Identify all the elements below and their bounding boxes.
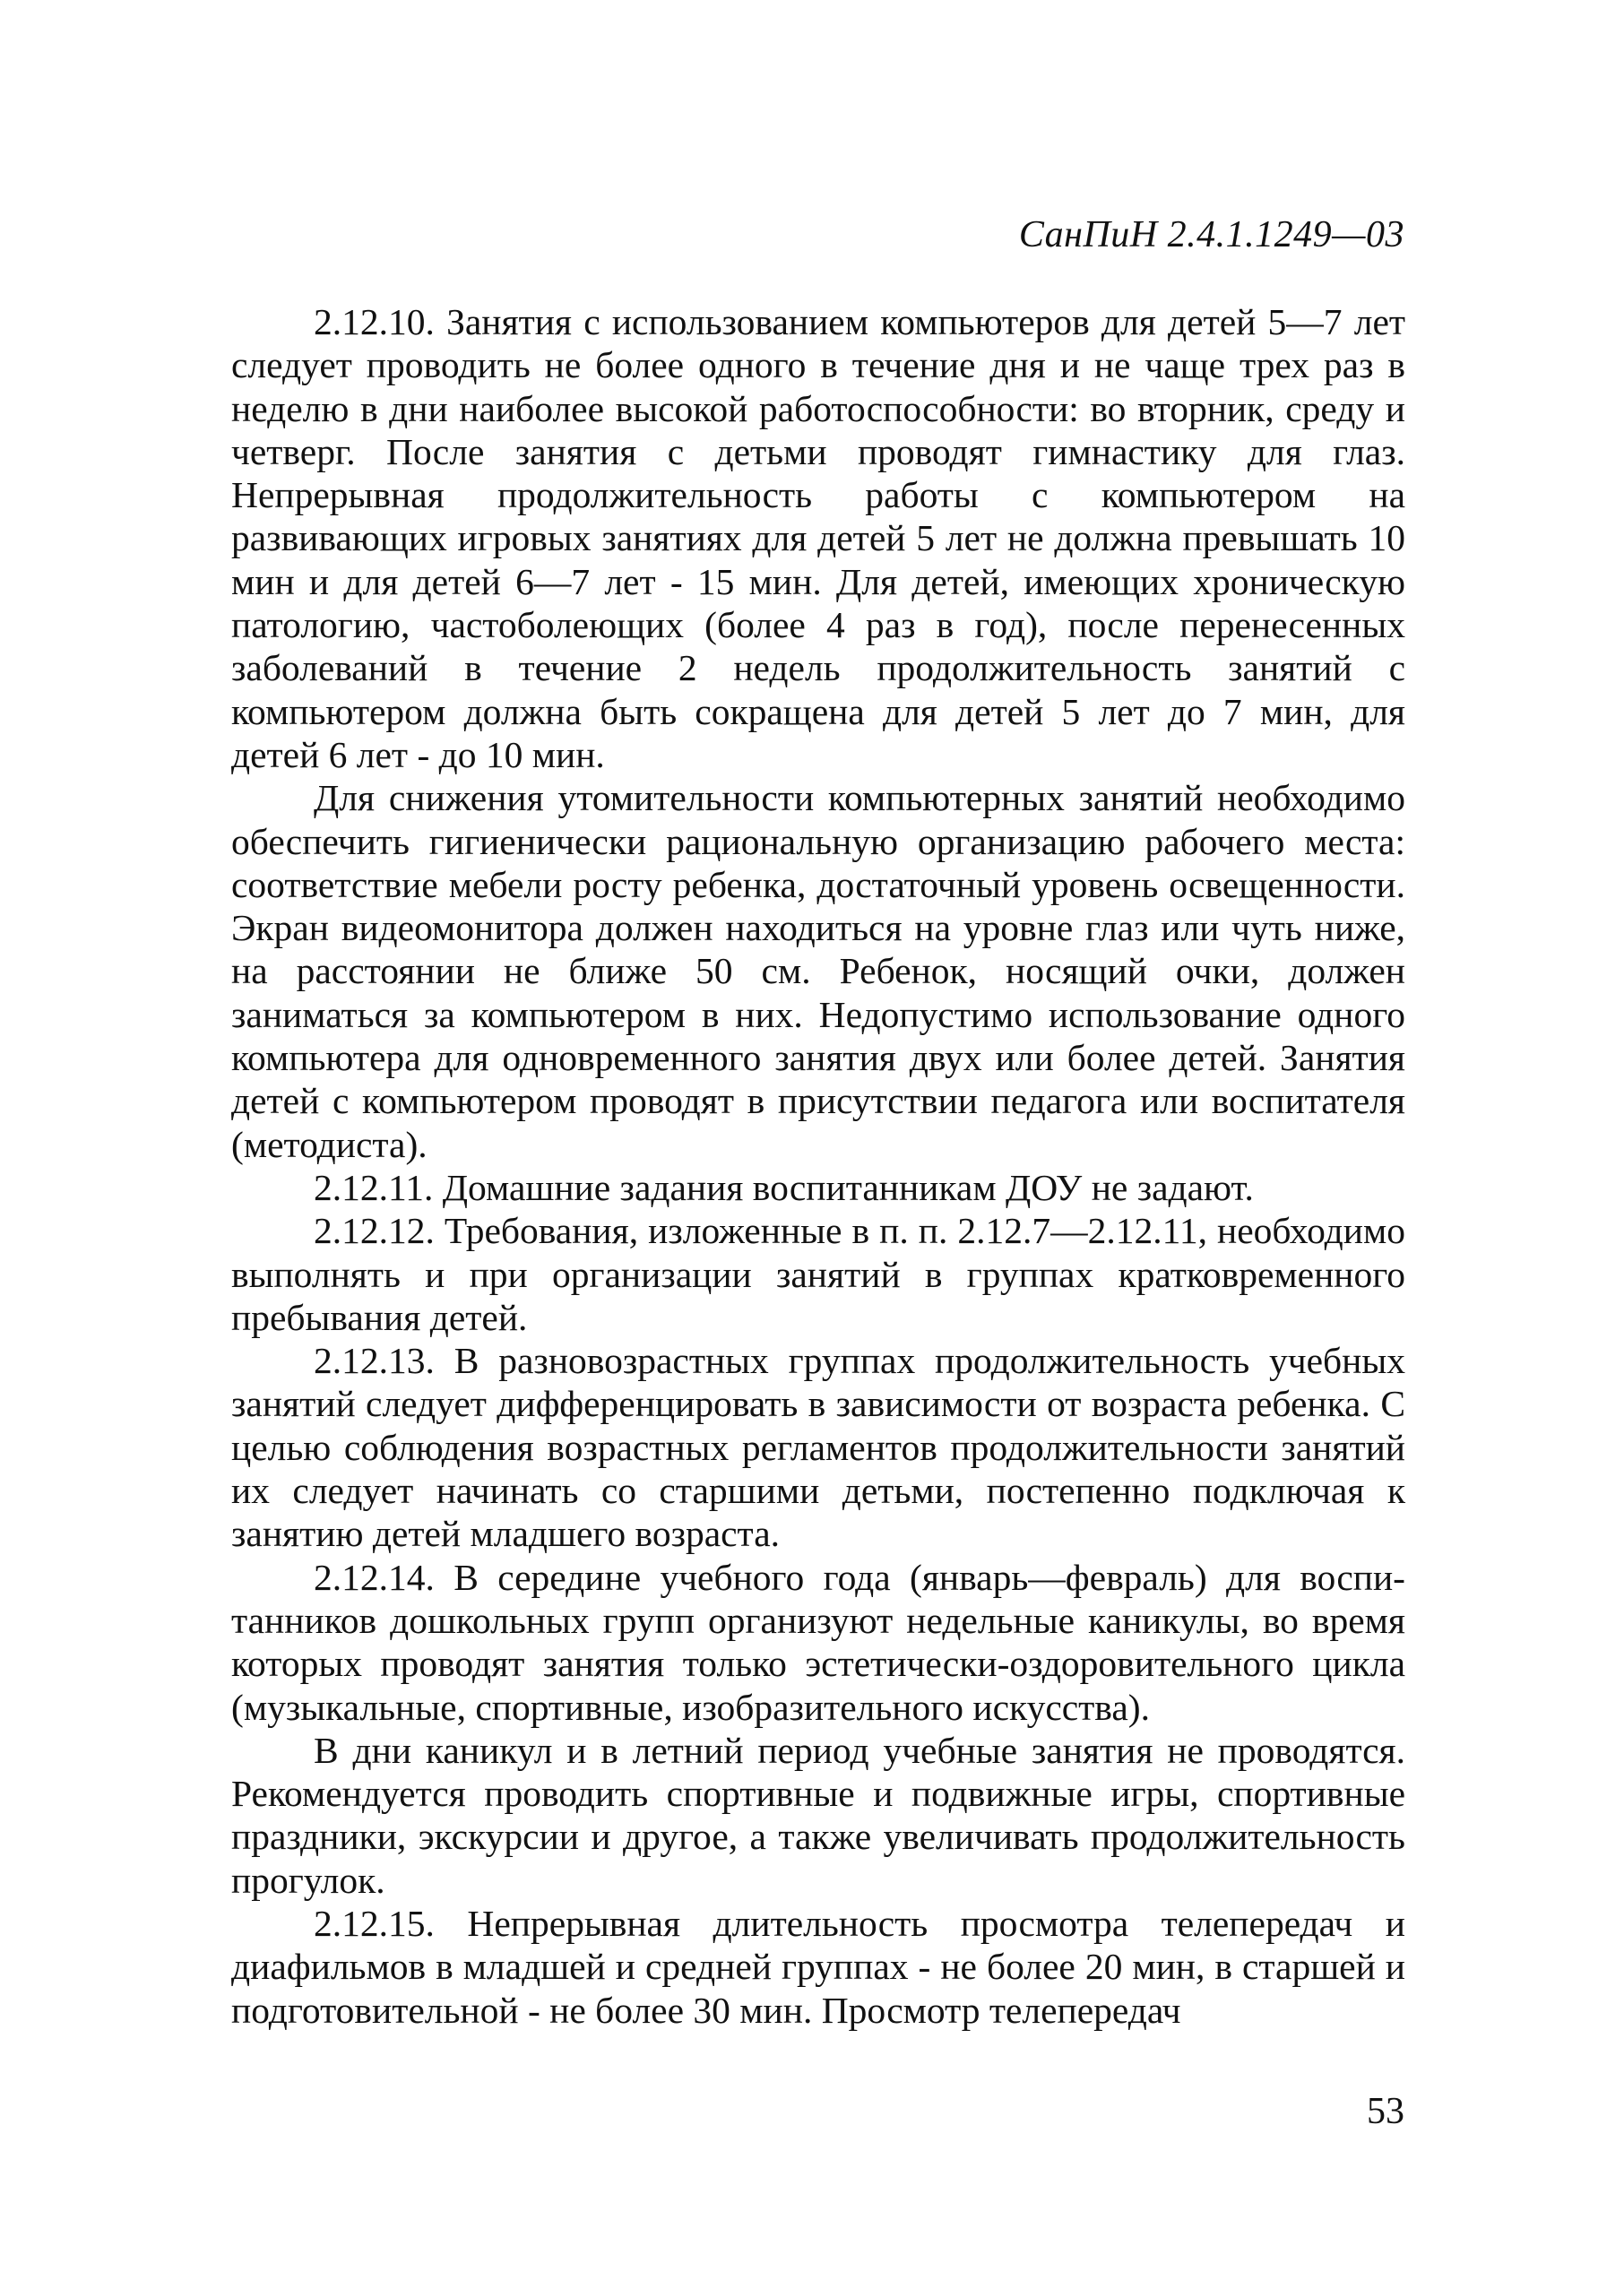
paragraph-2-12-11: 2.12.11. Домашние задания воспитанникам ДОУ не задают. [314,1166,1254,1208]
paragraph-holidays: В дни каникул и в летний период учебные занятия не проводятся. Рекомендуется проводить спортивные и подвижные игры, спортивные праздники, экскурсии и другое, а также увеличивать продолжительность прогулок. [231,1729,1405,1901]
page-number: 53 [1367,2091,1404,2132]
paragraph-2-12-14: 2.12.14. В середине учебного года (январь—февраль) для воспитанников дошкольных групп организуют недельные каникулы, во время которых проводят занятия только эстетически-оздоровительного цикла (музыкальные, спортивные, изобразительного искусства). [231,1556,1405,1728]
running-head: СанПиН 2.4.1.1249—03 [1018,214,1404,255]
paragraph-2-12-10: 2.12.10. Занятия с использованием компьютеров для детей 5—7 лет следует проводить не более одного в течение дня и не чаще трех раз в неделю в дни наиболее высокой работоспособности: во вторник, среду и четверг. После занятия с детьми проводят гимнастику для глаз. Непрерывная продолжительность работы с компьютером на развивающих игровых занятиях для детей 5 лет не должна превышать 10 мин и для детей 6—7 лет - 15 мин. Для детей, имеющих хроническую патологию, частоболеющих (более 4 раз в год), после перенесенных заболеваний в течение 2 недель продолжительность занятий с компьютером должна быть сокращена для детей 5 лет до 7 мин, для детей 6 лет - до 10 мин. [231,301,1405,775]
paragraph-2-12-12: 2.12.12. Требования, изложенные в п. п. 2.12.7—2.12.11, необходимо выполнять и при организации занятий в группах кратковременного пребывания детей. [231,1210,1405,1338]
paragraph-2-12-15: 2.12.15. Непрерывная длительность просмотра телепередач и диафильмов в младшей и средней группах - не более 20 мин, в старшей и подготовительной - не более 30 мин. Просмотр телепередач [231,1902,1405,2031]
paragraph-2-12-13: 2.12.13. В разновозрастных группах продолжительность учебных занятий следует дифференцировать в зависимости от возраста ребенка. С целью соблюдения возрастных регламентов продолжительности занятий их следует начинать со старшими детьми, постепенно подключая к занятию детей младшего возраста. [231,1340,1405,1555]
body-text [231,300,1405,2032]
paragraph-workplace-organization: Для снижения утомительности компьютерных занятий необходимо обеспечить гигиенически рациональную организацию рабочего места: соответствие мебели росту ребенка, достаточный уровень освещенности. Экран видеомонитора должен находиться на уровне глаз или чуть ниже, на расстоянии не ближе 50 см. Ребенок, носящий очки, должен заниматься за компьютером в них. Недопустимо использование одного компьютера для одновременного занятия двух или более детей. Занятия детей с компьютером проводят в присутствии педагога или воспитателя (методиста). [231,777,1405,1165]
